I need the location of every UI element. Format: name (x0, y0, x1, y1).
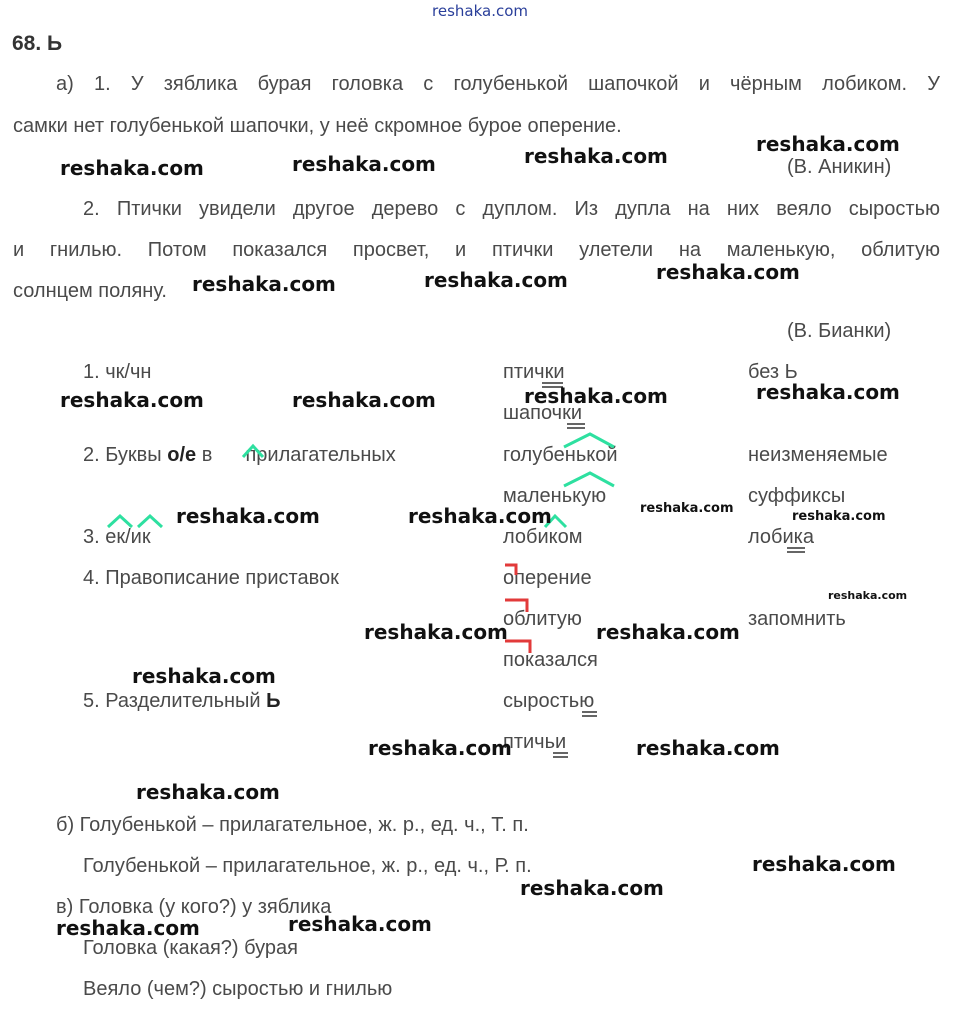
watermark: reshaka.com (60, 388, 204, 412)
word-syrostyu: сыростью (503, 690, 595, 712)
word-ptichki: птички (503, 361, 565, 383)
watermark: reshaka.com (520, 876, 664, 900)
text1-line1: а) 1. У зяблика бурая головка с голубенькой шапочкой и чёрным лобиком. У (56, 73, 940, 95)
watermark: reshaka.com (56, 916, 200, 940)
rule1-label: 1. чк/чн (83, 361, 152, 383)
prefix-mark-oblituyu (505, 600, 527, 612)
watermark: reshaka.com (192, 272, 336, 296)
part-c-line3: Веяло (чем?) сыростью и гнилью (83, 978, 393, 1000)
watermark: reshaka.com (288, 912, 432, 936)
watermark: reshaka.com (524, 144, 668, 168)
suffix-mark-rule2 (243, 446, 263, 457)
word-oblituyu: облитую (503, 608, 582, 630)
watermark: reshaka.com (640, 501, 734, 516)
exercise-number: 68. Ь (12, 32, 63, 55)
part-c-line1: в) Головка (у кого?) у зяблика (56, 896, 332, 918)
watermark: reshaka.com (136, 780, 280, 804)
watermark: reshaka.com (292, 388, 436, 412)
rule4-label: 4. Правописание приставок (83, 567, 339, 589)
suffix-mark-ek (108, 516, 132, 527)
word-malenkuyu: маленькую (503, 485, 607, 507)
text2-line2: и гнилью. Потом показался просвет, и птички улетели на маленькую, облитую (13, 239, 940, 261)
part-b-line2: Голубенькой – прилагательное, ж. р., ед. ч., Р. п. (83, 855, 532, 877)
watermark: reshaka.com (364, 620, 508, 644)
watermark: reshaka.com (524, 384, 668, 408)
watermark: reshaka.com (424, 268, 568, 292)
watermark: reshaka.com (176, 504, 320, 528)
watermark: reshaka.com (828, 589, 908, 602)
watermark: reshaka.com (792, 509, 886, 524)
watermark: reshaka.com (292, 152, 436, 176)
watermark: reshaka.com (756, 132, 900, 156)
text1-line2: самки нет голубенькой шапочки, у неё скромное бурое оперение. (13, 115, 622, 137)
watermark: reshaka.com (636, 736, 780, 760)
text2-line1: 2. Птички увидели другое дерево с дуплом. Из дупла на них веяло сыростью (83, 198, 940, 220)
suffix-mark-ik (138, 516, 162, 527)
part-b-line1: б) Голубенькой – прилагательное, ж. р., ед. ч., Т. п. (56, 814, 529, 836)
word-operenie: оперение (503, 567, 592, 589)
part-c-line2: Головка (какая?) бурая (83, 937, 299, 959)
note-lobika: лобика (748, 526, 814, 548)
watermark-top: reshaka.com (432, 2, 528, 20)
suffix-mark-malenkuyu (564, 473, 614, 486)
rule2-label: 2. Буквы о/е в прилагательных (83, 444, 396, 466)
note-remember: запомнить (748, 608, 846, 630)
suffix-mark-golubenkoy (564, 434, 614, 447)
watermark: reshaka.com (368, 736, 512, 760)
rule5-label: 5. Разделительный Ь (83, 690, 281, 712)
word-golubenkoy: голубенькой (503, 444, 618, 466)
author1: (В. Аникин) (787, 156, 892, 178)
watermark: reshaka.com (132, 664, 276, 688)
watermark: reshaka.com (60, 156, 204, 180)
prefix-mark-pokazalsya (505, 641, 530, 653)
watermark: reshaka.com (656, 260, 800, 284)
text2-line3: солнцем поляну. (13, 280, 167, 302)
word-lobikom: лобиком (503, 526, 583, 548)
watermark: reshaka.com (408, 504, 552, 528)
word-ptichi: птичьи (503, 731, 567, 753)
note-unchangeable: неизменяемые (748, 444, 888, 466)
watermark: reshaka.com (756, 380, 900, 404)
word-shapochki: шапочки (503, 402, 583, 424)
word-pokazalsya: показался (503, 649, 598, 671)
watermark: reshaka.com (596, 620, 740, 644)
prefix-mark-operenie (505, 565, 516, 575)
watermark: reshaka.com (752, 852, 896, 876)
note-suffixes: суффиксы (748, 485, 846, 507)
rule3-label: 3. ек/ик (83, 526, 151, 548)
author2: (В. Бианки) (787, 320, 892, 342)
note-bez-soft-sign: без Ь (748, 361, 798, 383)
